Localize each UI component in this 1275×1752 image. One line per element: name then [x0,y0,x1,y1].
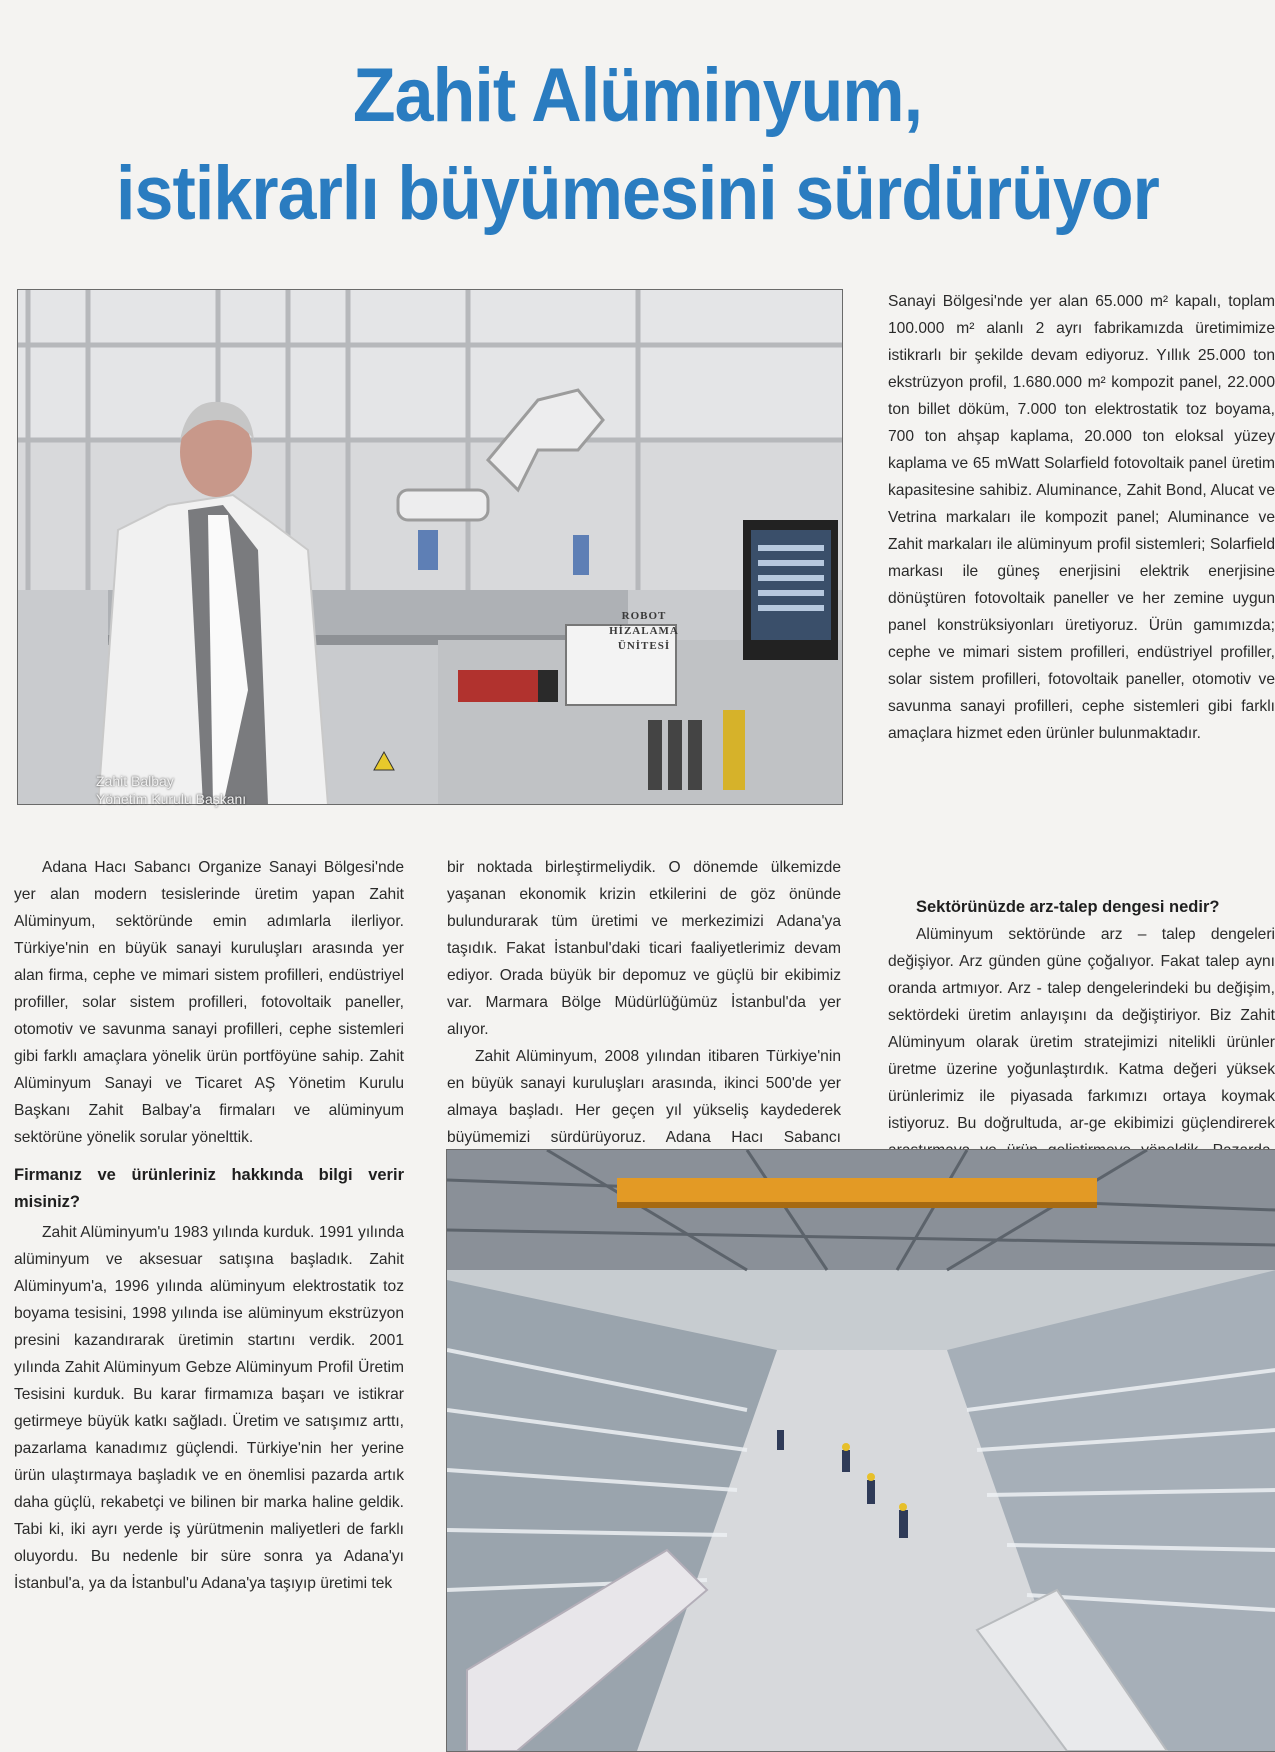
sign-line-1: ROBOT [621,610,667,622]
sign-line-3: ÜNİTESİ [617,640,671,652]
caption-name: Zahit Balbay [96,773,174,789]
photo-caption [96,772,246,808]
headline-line-1: Zahit Alüminyum, [352,53,923,138]
sign-line-2: HİZALAMA [609,625,679,637]
aluminium-warehouse-illustration [447,1150,1275,1751]
answer-paragraph-2: Alüminyum sektöründe arz – talep dengeleri değişiyor. Arz günden güne çoğalıyor. Fakat talep aynı oranda artmıyor. Arz - talep dengelerindeki bu değişim, sektördeki üretim anlayışını da değiştiriyor. Biz Zahit Alüminyum olarak üretim stratejimizi nitelikli ürünler üretme üzerine yoğunlaştırdık. Katma değeri yüksek ürünlerimiz ile piyasada farkımızı ortaya koymak istiyoruz. Bu doğrultuda, ar-ge ekibimizi güçlendirerek [888,926,1275,1132]
column-1-qa [14,1162,404,1597]
question-heading-1: Firmanız ve ürünleriniz hakkında bilgi verir misiniz? [14,1166,404,1211]
robot-alignment-sign [588,609,700,654]
answer-paragraph-1: Zahit Alüminyum'u 1983 yılında kurduk. 1991 yılında alüminyum ve aksesuar satışına başladık. Zahit Alüminyum'a, 1996 yılında alüminyum elektrostatik toz boyama tesisini, 1998 yılında ise alüminyum ekstrüzyon presini kazandırarak üretimin startını verdik. 2001 yılında Zahit Alüminyum Gebze Alüminyum Profil Üretim Tesisini kurduk. Bu karar firmamıza başarı ve istikrar getirmeye büyük katkı sağladı. Üretim ve satışımız arttı, pazarlama kanadımız güçlendi. Türkiye'nin her yerine ürün ulaştırmaya başladık ve en önemlisi pazarda artık daha güçlü, rekabetçi ve bilinen bir marka haline geldik. Tabi ki, iki ayrı yerde iş yürütmenin maliyetleri de farklı oluyordu. Bu nedenle bir süre sonra ya Adana'yı İstanbul'a, ya da İstanbul'u Adana'ya taşıyıp üretimi tek [14,1224,404,1592]
factory-robot-illustration [18,290,842,804]
warehouse-photo [446,1149,1275,1752]
intro-paragraph: Adana Hacı Sabancı Organize Sanayi Bölgesi'nde yer alan modern tesislerinde üretim yapan Zahit Alüminyum, sektöründe emin adımlarla ilerliyor. Türkiye'nin en büyük sanayi kuruluşları arasında yer alan firma, cephe ve mimari sistem profilleri, endüstriyel profiller, solar sistem profilleri, fotovoltaik paneller, otomotiv ve savunma sanayi profilleri, cephe sistemleri gibi farklı amaçlara yönelik ürün portföyüne sahip. Zahit Alüminyum Sanayi ve Ticaret AŞ Yönetim Kurulu Başkanı Zahit Balbay'a firmaları ve alüminyum sektörüne yönelik sorular yönelttik. [14,859,404,1146]
col2-paragraph-2: Zahit Alüminyum, 2008 yılından itibaren Türkiye'nin en büyük sanayi kuruluşları arasında, ikinci 500'de yer almaya başladı. Her geçen yıl yükseliş kaydederek büyümemizi sürdürüyoruz. Adana Hacı Sabancı [447,1048,841,1146]
column-1-intro [14,854,404,1151]
col2-paragraph-1: bir noktada birleştirmeliydik. O dönemde ülkemizde yaşanan ekonomik krizin etkilerini de göz önünde bulundurarak tüm üretimi ve merkezimizi Adana'ya taşıdık. Fakat İstanbul'daki ticari faaliyetlerimiz devam ediyor. Orada büyük bir depomuz ve güçlü bir ekibimiz var. Marmara Bölge Müdürlüğümüz İstanbul'da yer alıyor. [447,859,841,1038]
chairman-robot-line-photo [17,289,843,805]
column-3-qa [888,894,1275,1191]
column-2 [447,854,841,1178]
question-heading-2: Sektörünüzde arz-talep dengesi nedir? [916,898,1220,916]
caption-role: Yönetim Kurulu Başkanı [96,791,247,807]
col3-paragraph-1: Sanayi Bölgesi'nde yer alan 65.000 m² kapalı, toplam 100.000 m² alanlı 2 ayrı fabrikamızda üretimimize istikrarlı bir şekilde devam ediyoruz. Yıllık 25.000 ton ekstrüzyon profil, 1.680.000 m² kompozit panel, 22.000 ton billet döküm, 7.000 ton elektrostatik toz boyama, 700 ton ahşap kaplama, 20.000 ton eloksal yüzey kaplama ve 65 mWatt Solarfield fotovoltaik panel üretim kapasitesine sahibiz. Aluminance, Zahit Bond, Alucat ve Vetrina markaları ile kompozit panel; Aluminance ve Zahit markaları ile alüminyum profil sistemleri; Solarfield markası ile güneş enerjisini elektrik enerjisine dönüştüren fotovoltaik paneller ve her zemine uygun panel konstrüksiyonları üretiyoruz. Ürün gamımızda; cephe ve mimari sistem profilleri, endüstriyel profiller, solar sistem profilleri, fotovoltaik paneller, otomotiv ve savunma sanayi profilleri, cephe sistemleri gibi farklı amaçlara hizmet eden ürünler bulunmaktadır. [888,293,1275,742]
column-3-top [888,288,1275,747]
headline-line-2: istikrarlı büyümesini sürdürüyor [116,151,1159,236]
